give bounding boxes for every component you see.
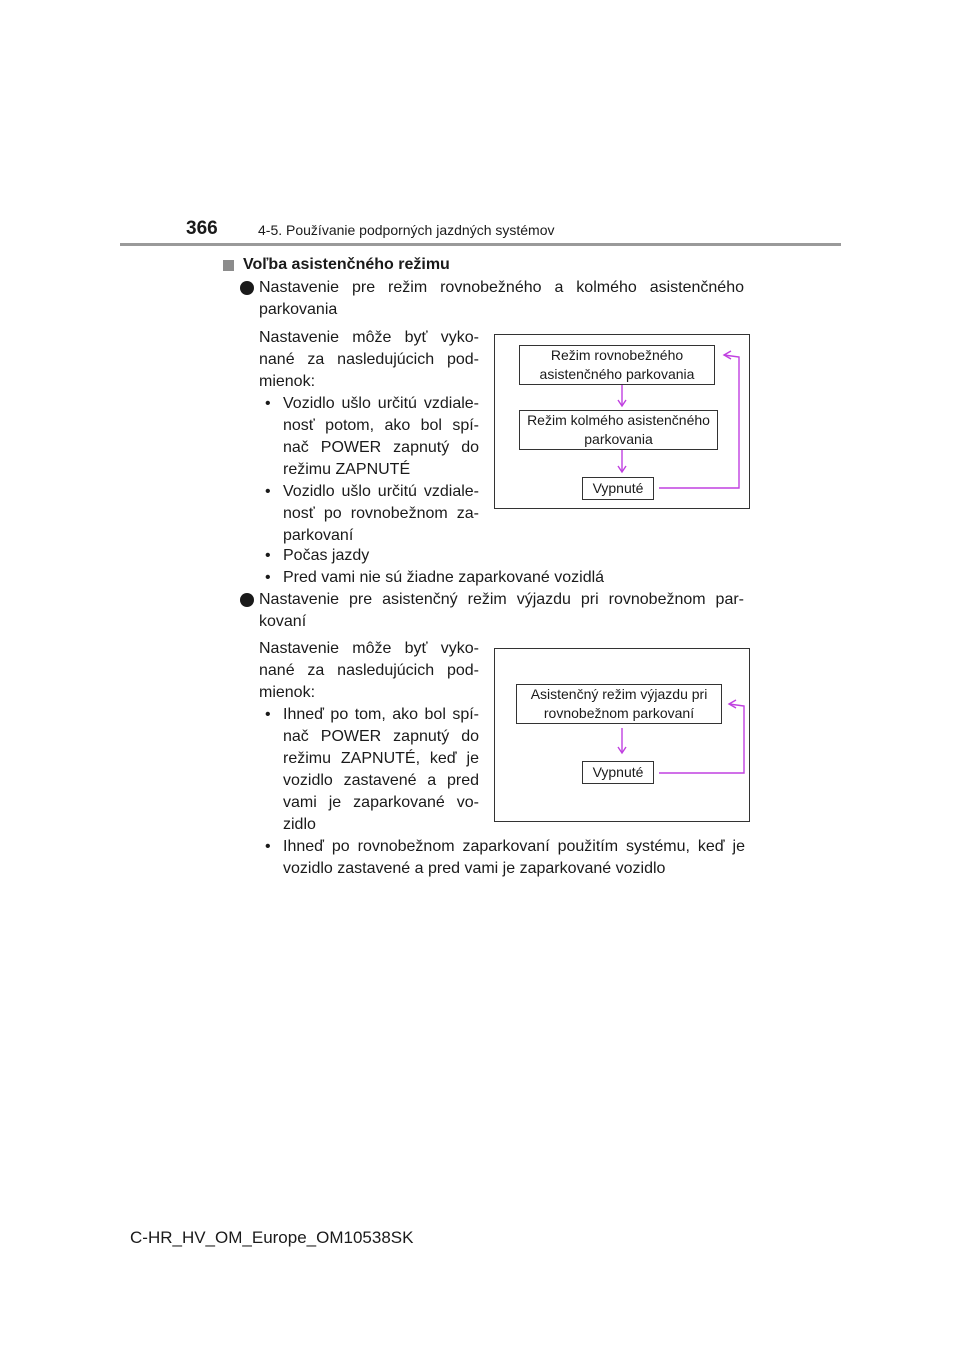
conditions-intro: Nastavenie môže byť vyko-nané za nasledujúcich pod-mienok: bbox=[259, 329, 479, 390]
list-item: • Počas jazdy bbox=[265, 545, 745, 567]
page-number: 366 bbox=[186, 218, 218, 239]
list-item: • Vozidlo ušlo určitú vzdiale-nosť potom, ako bol spí-nač POWER zapnutý do režimu ZAPNUTÉ bbox=[265, 393, 479, 481]
condition-text: Vozidlo ušlo určitú vzdiale-nosť potom, ako bol spí-nač POWER zapnutý do režimu ZAPNUTÉ bbox=[283, 395, 479, 478]
circle-bullet-icon bbox=[240, 281, 254, 295]
list-item: • Vozidlo ušlo určitú vzdiale-nosť po rovnobežnom za-parkovaní bbox=[265, 481, 479, 547]
condition-text: Ihneď po rovnobežnom zaparkovaní použitím systému, keď je vozidlo zastavené a pred vami je zaparkované vozidlo bbox=[283, 838, 745, 877]
arrow-connectors bbox=[495, 649, 749, 821]
mode-box-parallel: Režim rovnobežného asistenčného parkovania bbox=[519, 345, 715, 385]
list-item: • Pred vami nie sú žiadne zaparkované vozidlá bbox=[265, 567, 745, 589]
mode-box-exit: Asistenčný režim výjazdu pri rovnobežnom parkovaní bbox=[516, 684, 722, 724]
mode-box-off: Vypnuté bbox=[582, 477, 654, 500]
chapter-title: 4-5. Používanie podporných jazdných systémov bbox=[258, 222, 555, 238]
circle-bullet-icon bbox=[240, 593, 254, 607]
section-heading bbox=[223, 256, 450, 274]
section-title: Voľba asistenčného režimu bbox=[243, 256, 450, 273]
mode-cycle-diagram bbox=[494, 334, 750, 509]
mode-box-perpendicular: Režim kolmého asistenčného parkovania bbox=[519, 410, 718, 450]
conditions-intro: Nastavenie môže byť vyko-nané za nasledujúcich pod-mienok: bbox=[259, 640, 479, 701]
condition-text: Pred vami nie sú žiadne zaparkované vozidlá bbox=[283, 569, 605, 586]
condition-text: Počas jazdy bbox=[283, 547, 370, 564]
header-divider bbox=[120, 243, 841, 246]
bullet-text: Nastavenie pre režim rovnobežného a kolmého asistenčného parkovania bbox=[259, 279, 744, 318]
arrow-connectors bbox=[495, 335, 749, 508]
mode-box-off: Vypnuté bbox=[582, 761, 654, 784]
exit-mode-diagram bbox=[494, 648, 750, 822]
condition-text: Ihneď po tom, ako bol spí-nač POWER zapnutý do režimu ZAPNUTÉ, keď je vozidlo zastavené a pred vami je zaparkované vo-zidlo bbox=[283, 706, 479, 833]
square-bullet-icon bbox=[223, 260, 234, 271]
condition-text: Vozidlo ušlo určitú vzdiale-nosť po rovnobežnom za-parkovaní bbox=[283, 483, 479, 544]
document-id: C-HR_HV_OM_Europe_OM10538SK bbox=[130, 1228, 414, 1247]
bullet-text: Nastavenie pre asistenčný režim výjazdu pri rovnobežnom par-kovaní bbox=[259, 591, 744, 630]
list-item: • Ihneď po tom, ako bol spí-nač POWER zapnutý do režimu ZAPNUTÉ, keď je vozidlo zastavené a pred vami je zaparkované vo-zidlo bbox=[265, 704, 479, 836]
list-item: • Ihneď po rovnobežnom zaparkovaní použitím systému, keď je vozidlo zastavené a pred vami je zaparkované vozidlo bbox=[265, 836, 745, 880]
